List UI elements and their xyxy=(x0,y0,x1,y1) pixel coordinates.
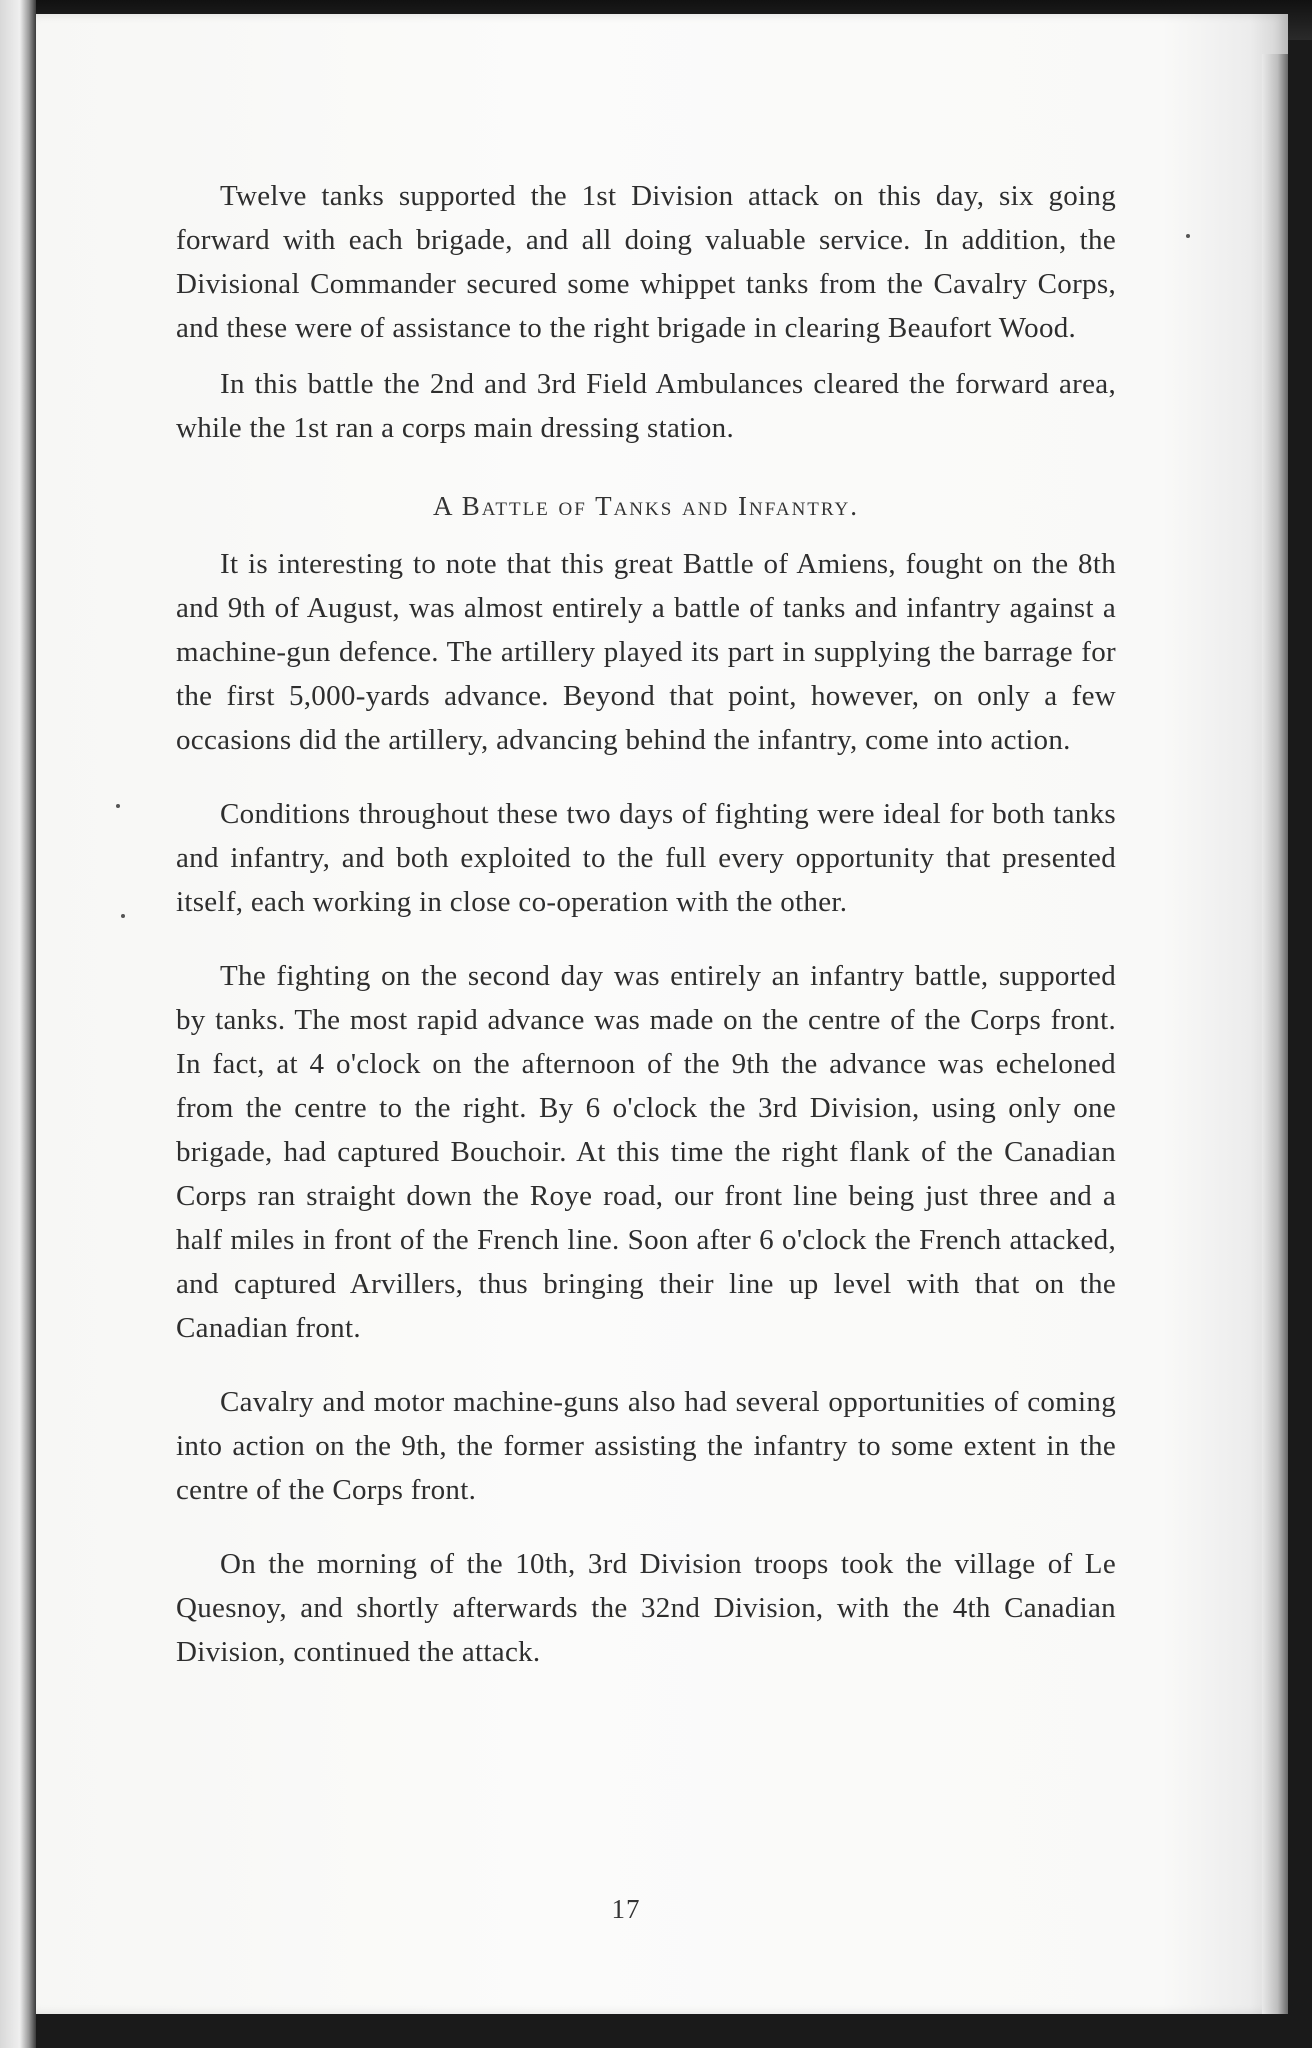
page-number: 17 xyxy=(611,1894,641,1924)
paragraph-tanks-support: Twelve tanks supported the 1st Division attack on this day, six going forward with each brigade, and all doing valuable service. In addition, the Divisional Commander secured some whippet tanks from the Cavalry Corps, and these were of assistance to the right brigade in clearing Beaufort Wood. xyxy=(176,180,1116,344)
page-text xyxy=(176,174,1116,1674)
paragraph-battle-of-amiens: It is interesting to note that this great Battle of Amiens, fought on the 8th and 9th of August, was almost entirely a battle of tanks and infantry against a machine-gun defence. The artillery played its part in supplying the barrage for the first 5,000-yards advance. Beyond that point, however, on only a few occasions did the artillery, advancing behind the infantry, come into action. xyxy=(176,548,1116,756)
book-page xyxy=(36,14,1288,2014)
section-heading: A Battle of Tanks and Infantry. xyxy=(432,491,859,521)
paper-speck xyxy=(116,804,120,808)
page-edge xyxy=(1262,54,1288,2014)
paragraph-cavalry: Cavalry and motor machine-guns also had several opportunities of coming into action on the 9th, the former assisting the infantry to some extent in the centre of the Corps front. xyxy=(176,1386,1116,1506)
paragraph-conditions: Conditions throughout these two days of fighting were ideal for both tanks and infantry, and both exploited to the full every opportunity that presented itself, each working in close co-operation with the other. xyxy=(176,798,1116,918)
paragraph-second-day: The fighting on the second day was entirely an infantry battle, supported by tanks. The most rapid advance was made on the centre of the Corps front. In fact, at 4 o'clock on the afternoon of the 9th the advance was echeloned from the centre to the right. By 6 o'clock the 3rd Division, using only one brigade, had captured Bouchoir. At this time the right flank of the Canadian Corps ran straight down the Roye road, our front line being just three and a half miles in front of the French line. Soon after 6 o'clock the French attacked, and captured Arvillers, thus bringing their line up level with that on the Canadian front. xyxy=(176,960,1116,1344)
paper-speck xyxy=(121,914,125,918)
paragraph-tenth-morning: On the morning of the 10th, 3rd Division troops took the village of Le Quesnoy, and shortly afterwards the 32nd Division, with the 4th Canadian Division, continued the attack. xyxy=(176,1548,1116,1668)
paragraph-field-ambulances: In this battle the 2nd and 3rd Field Ambulances cleared the forward area, while the 1st ran a corps main dressing station. xyxy=(176,368,1116,444)
book-spine xyxy=(0,0,36,2048)
paper-speck xyxy=(1186,234,1190,238)
